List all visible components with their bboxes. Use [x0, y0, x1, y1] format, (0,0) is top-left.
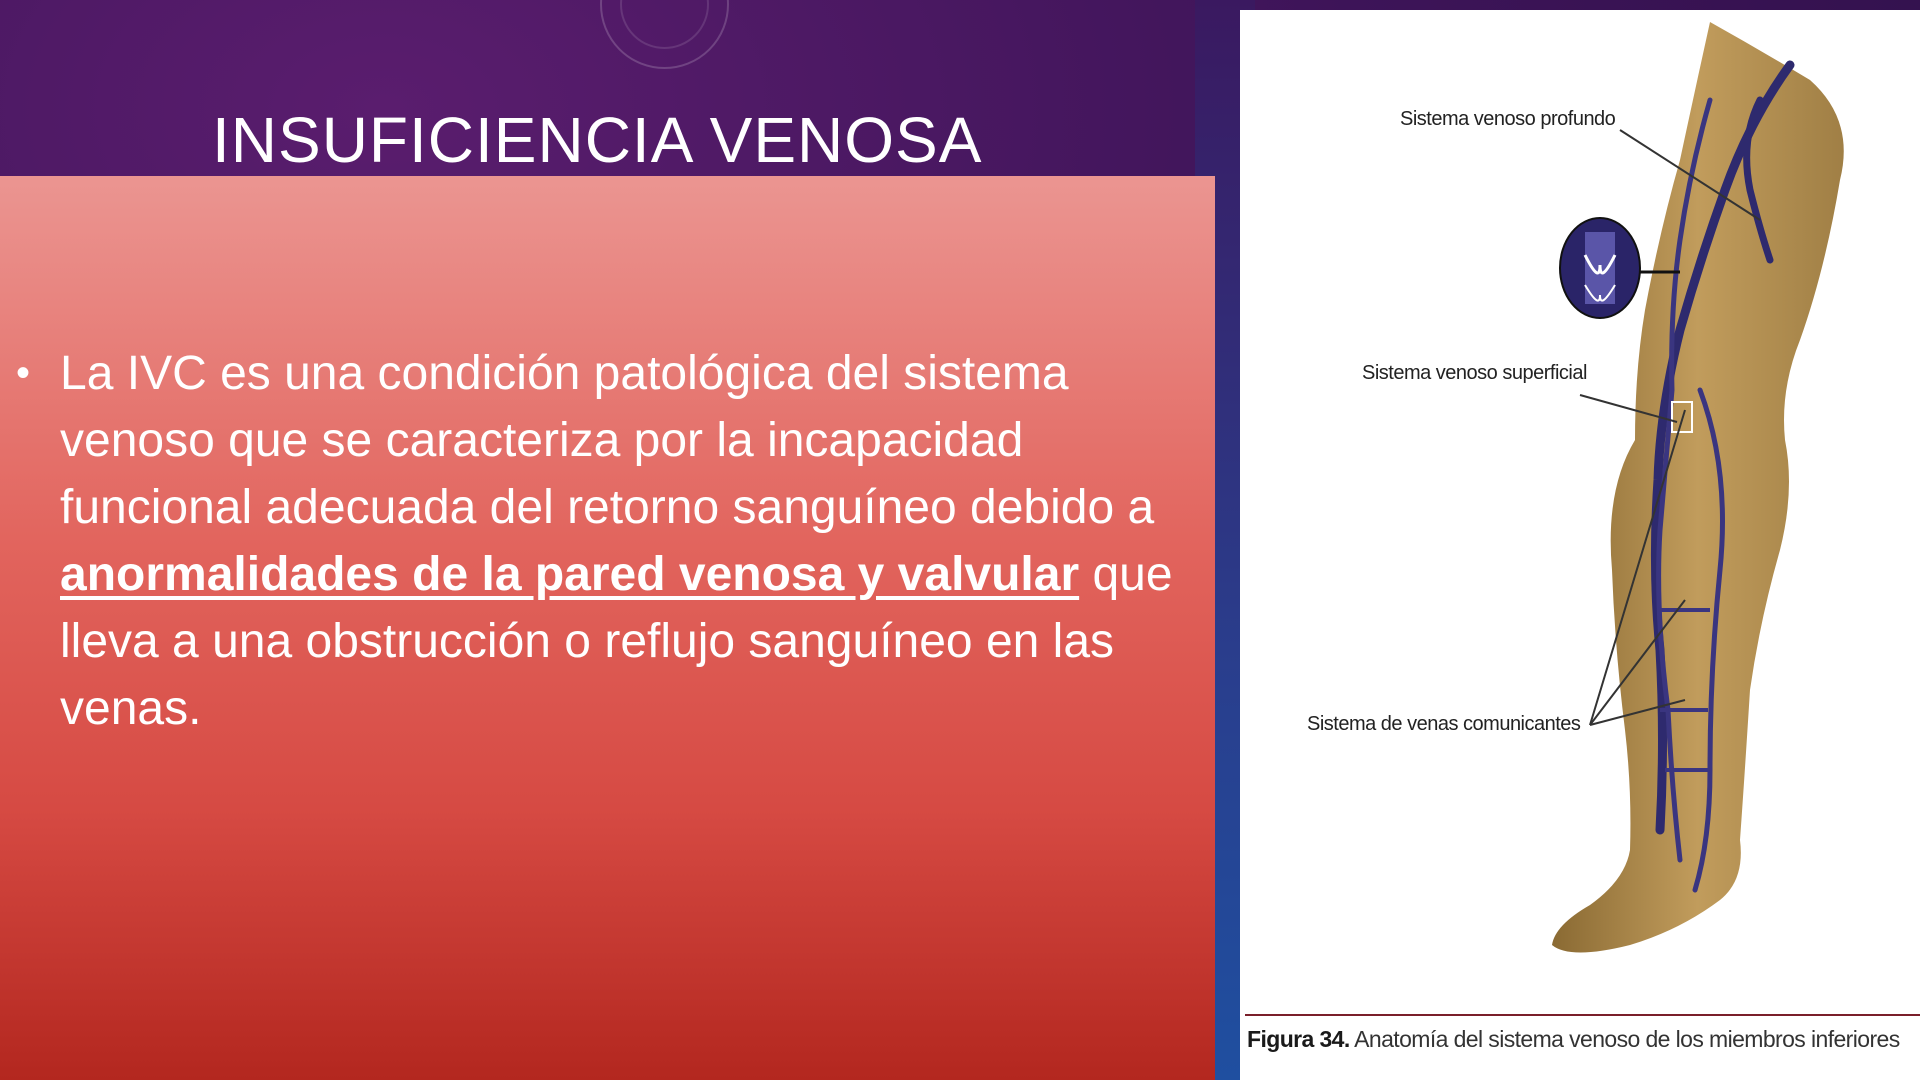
bullet-dot: • [16, 351, 31, 395]
bullet-text-before: La IVC es una condición patológica del sistema venoso que se caracteriza por la incapacidad funcional adecuada del retorno sanguíneo debido a [60, 347, 1155, 534]
content-panel [0, 176, 1215, 1080]
bullet-item [16, 340, 1200, 742]
label-deep-venous-system: Sistema venoso profundo [1400, 108, 1616, 130]
leg-silhouette [1552, 22, 1844, 953]
figure-panel [1240, 10, 1920, 1080]
bullet-text-after: que lleva a una obstrucción o reflujo sanguíneo en las venas. [60, 548, 1173, 735]
bullet-emphasis: anormalidades de la pared venosa y valvular [60, 548, 1080, 601]
caption-text: Anatomía del sistema venoso de los miembros inferiores [1349, 1026, 1900, 1052]
slide-title: INSUFICIENCIA VENOSA [212, 104, 983, 176]
caption-number: Figura 34. [1247, 1026, 1350, 1052]
leg-anatomy-illustration [1240, 10, 1920, 1010]
bullet-text [60, 340, 1200, 742]
figure-caption [1247, 1026, 1900, 1053]
label-superficial-venous-system: Sistema venoso superficial [1362, 362, 1587, 384]
label-communicating-veins: Sistema de venas comunicantes [1307, 713, 1581, 735]
caption-rule [1245, 1014, 1920, 1016]
